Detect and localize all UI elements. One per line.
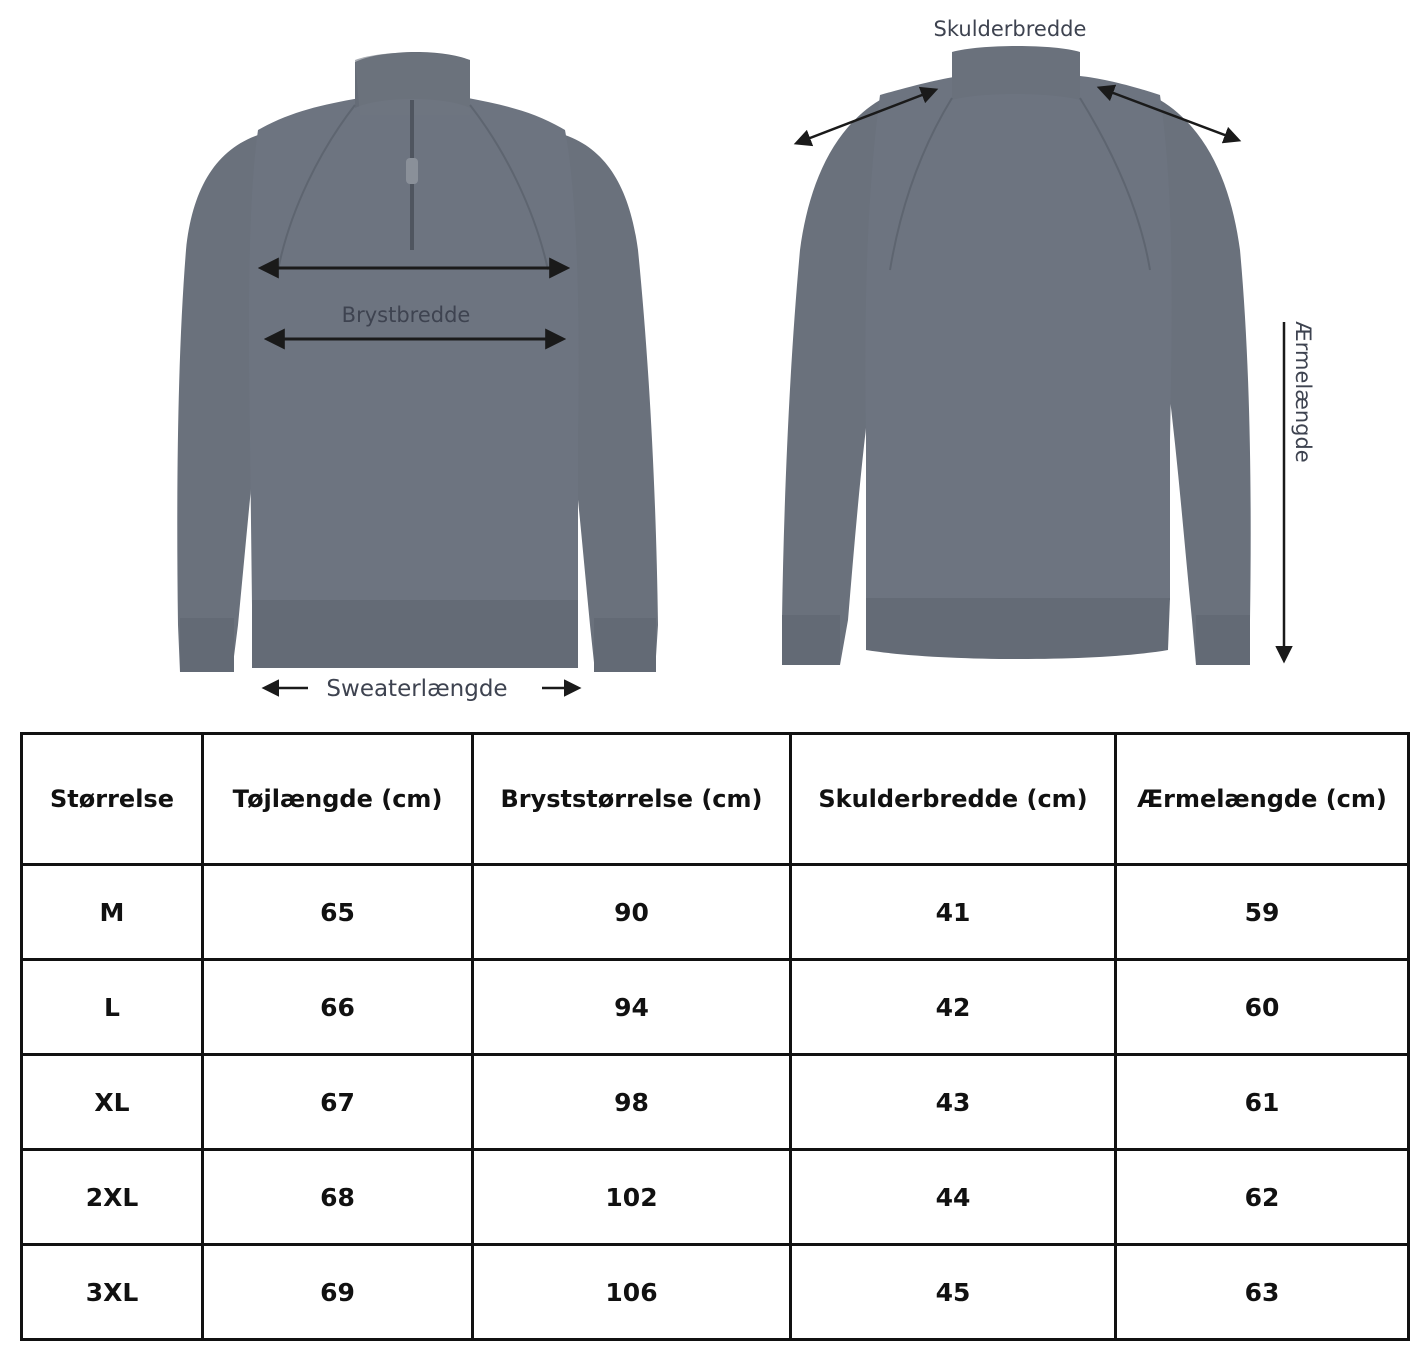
cell-shoulder-width: 41 [791,865,1116,960]
cell-shoulder-width: 43 [791,1055,1116,1150]
cell-shoulder-width: 42 [791,960,1116,1055]
cell-chest-size: 102 [473,1150,791,1245]
cell-sleeve-length: 59 [1116,865,1409,960]
cell-size: 2XL [22,1150,203,1245]
cell-sleeve-length: 62 [1116,1150,1409,1245]
cell-sleeve-length: 61 [1116,1055,1409,1150]
chest-width-label: Brystbredde [341,303,471,327]
cell-size: 3XL [22,1245,203,1340]
shoulder-width-label: Skulderbredde [933,17,1087,41]
cell-chest-size: 106 [473,1245,791,1340]
sweater-front-image [177,52,658,672]
cell-chest-size: 90 [473,865,791,960]
cell-garment-length: 65 [203,865,473,960]
header-size: Størrelse [22,734,203,865]
cell-sleeve-length: 63 [1116,1245,1409,1340]
table-row [22,1150,1409,1245]
cell-sleeve-length: 60 [1116,960,1409,1055]
sleeve-length-label: Ærmelængde [1291,321,1315,463]
cell-garment-length: 66 [203,960,473,1055]
header-chest-size: Bryststørrelse (cm) [473,734,791,865]
sweater-back-image [782,46,1251,665]
cell-size: XL [22,1055,203,1150]
table-row [22,1245,1409,1340]
table-row [22,1055,1409,1150]
header-garment-length: Tøjlængde (cm) [203,734,473,865]
size-chart-table [20,732,1410,1341]
cell-garment-length: 68 [203,1150,473,1245]
header-shoulder-width: Skulderbredde (cm) [791,734,1116,865]
cell-shoulder-width: 45 [791,1245,1116,1340]
cell-chest-size: 98 [473,1055,791,1150]
sweater-length-label: Sweaterlængde [326,676,508,702]
table-header-row [22,734,1409,865]
cell-garment-length: 69 [203,1245,473,1340]
table-row [22,865,1409,960]
cell-chest-size: 94 [473,960,791,1055]
table-row [22,960,1409,1055]
cell-garment-length: 67 [203,1055,473,1150]
header-sleeve-length: Ærmelængde (cm) [1116,734,1409,865]
cell-size: L [22,960,203,1055]
cell-shoulder-width: 44 [791,1150,1116,1245]
cell-size: M [22,865,203,960]
